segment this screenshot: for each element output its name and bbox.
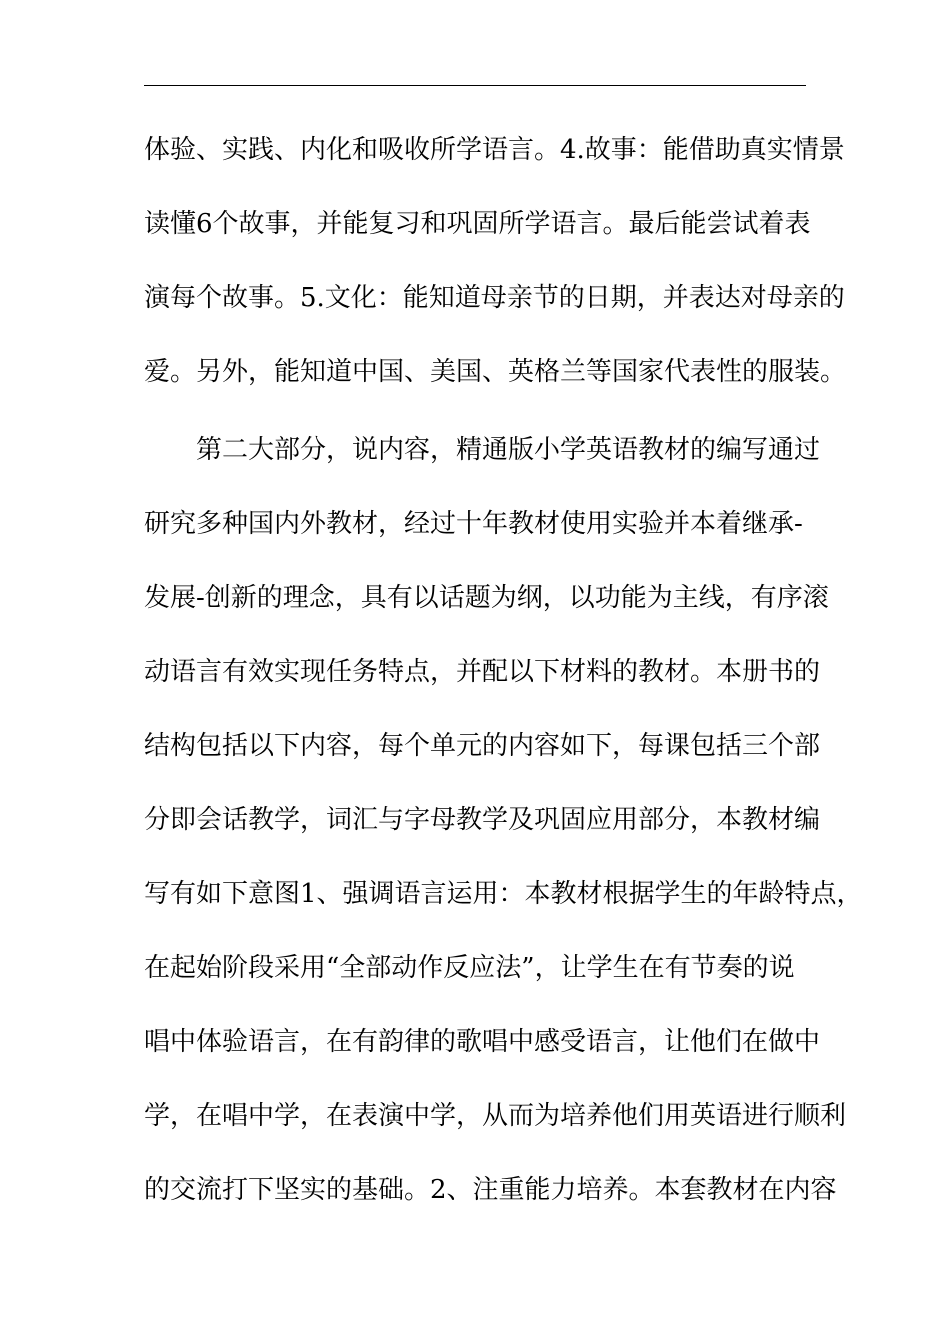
text-line-2: 读懂6个故事，并能复习和巩固所学语言。最后能尝试着表 [144, 209, 811, 239]
text-line-11: 写有如下意图1、强调语言运用：本教材根据学生的年龄特点， [144, 879, 863, 909]
text-line-1: 体验、实践、内化和吸收所学语言。4.故事：能借助真实情景 [144, 135, 845, 165]
text-line-3: 演每个故事。5.文化：能知道母亲节的日期，并表达对母亲的 [144, 283, 845, 313]
text-line-14: 学，在唱中学，在表演中学，从而为培养他们用英语进行顺利 [144, 1101, 847, 1131]
paragraph-first-line: 第二大部分，说内容，精通版小学英语教材的编写通过 [196, 435, 821, 465]
text-line-10: 分即会话教学，词汇与字母教学及巩固应用部分，本教材编 [144, 805, 821, 835]
text-line-8: 动语言有效实现任务特点，并配以下材料的教材。本册书的 [144, 657, 821, 687]
text-line-9: 结构包括以下内容，每个单元的内容如下，每课包括三个部 [144, 731, 821, 761]
text-line-15: 的交流打下坚实的基础。2、注重能力培养。本套教材在内容 [144, 1175, 837, 1205]
text-line-4: 爱。另外，能知道中国、美国、英格兰等国家代表性的服装。 [144, 357, 847, 387]
text-line-7: 发展-创新的理念，具有以话题为纲，以功能为主线，有序滚 [144, 583, 829, 613]
text-line-12: 在起始阶段采用“全部动作反应法”，让学生在有节奏的说 [144, 953, 795, 983]
text-line-6: 研究多种国内外教材，经过十年教材使用实验并本着继承- [144, 509, 803, 539]
header-rule [144, 85, 806, 86]
text-line-13: 唱中体验语言，在有韵律的歌唱中感受语言，让他们在做中 [144, 1027, 821, 1057]
